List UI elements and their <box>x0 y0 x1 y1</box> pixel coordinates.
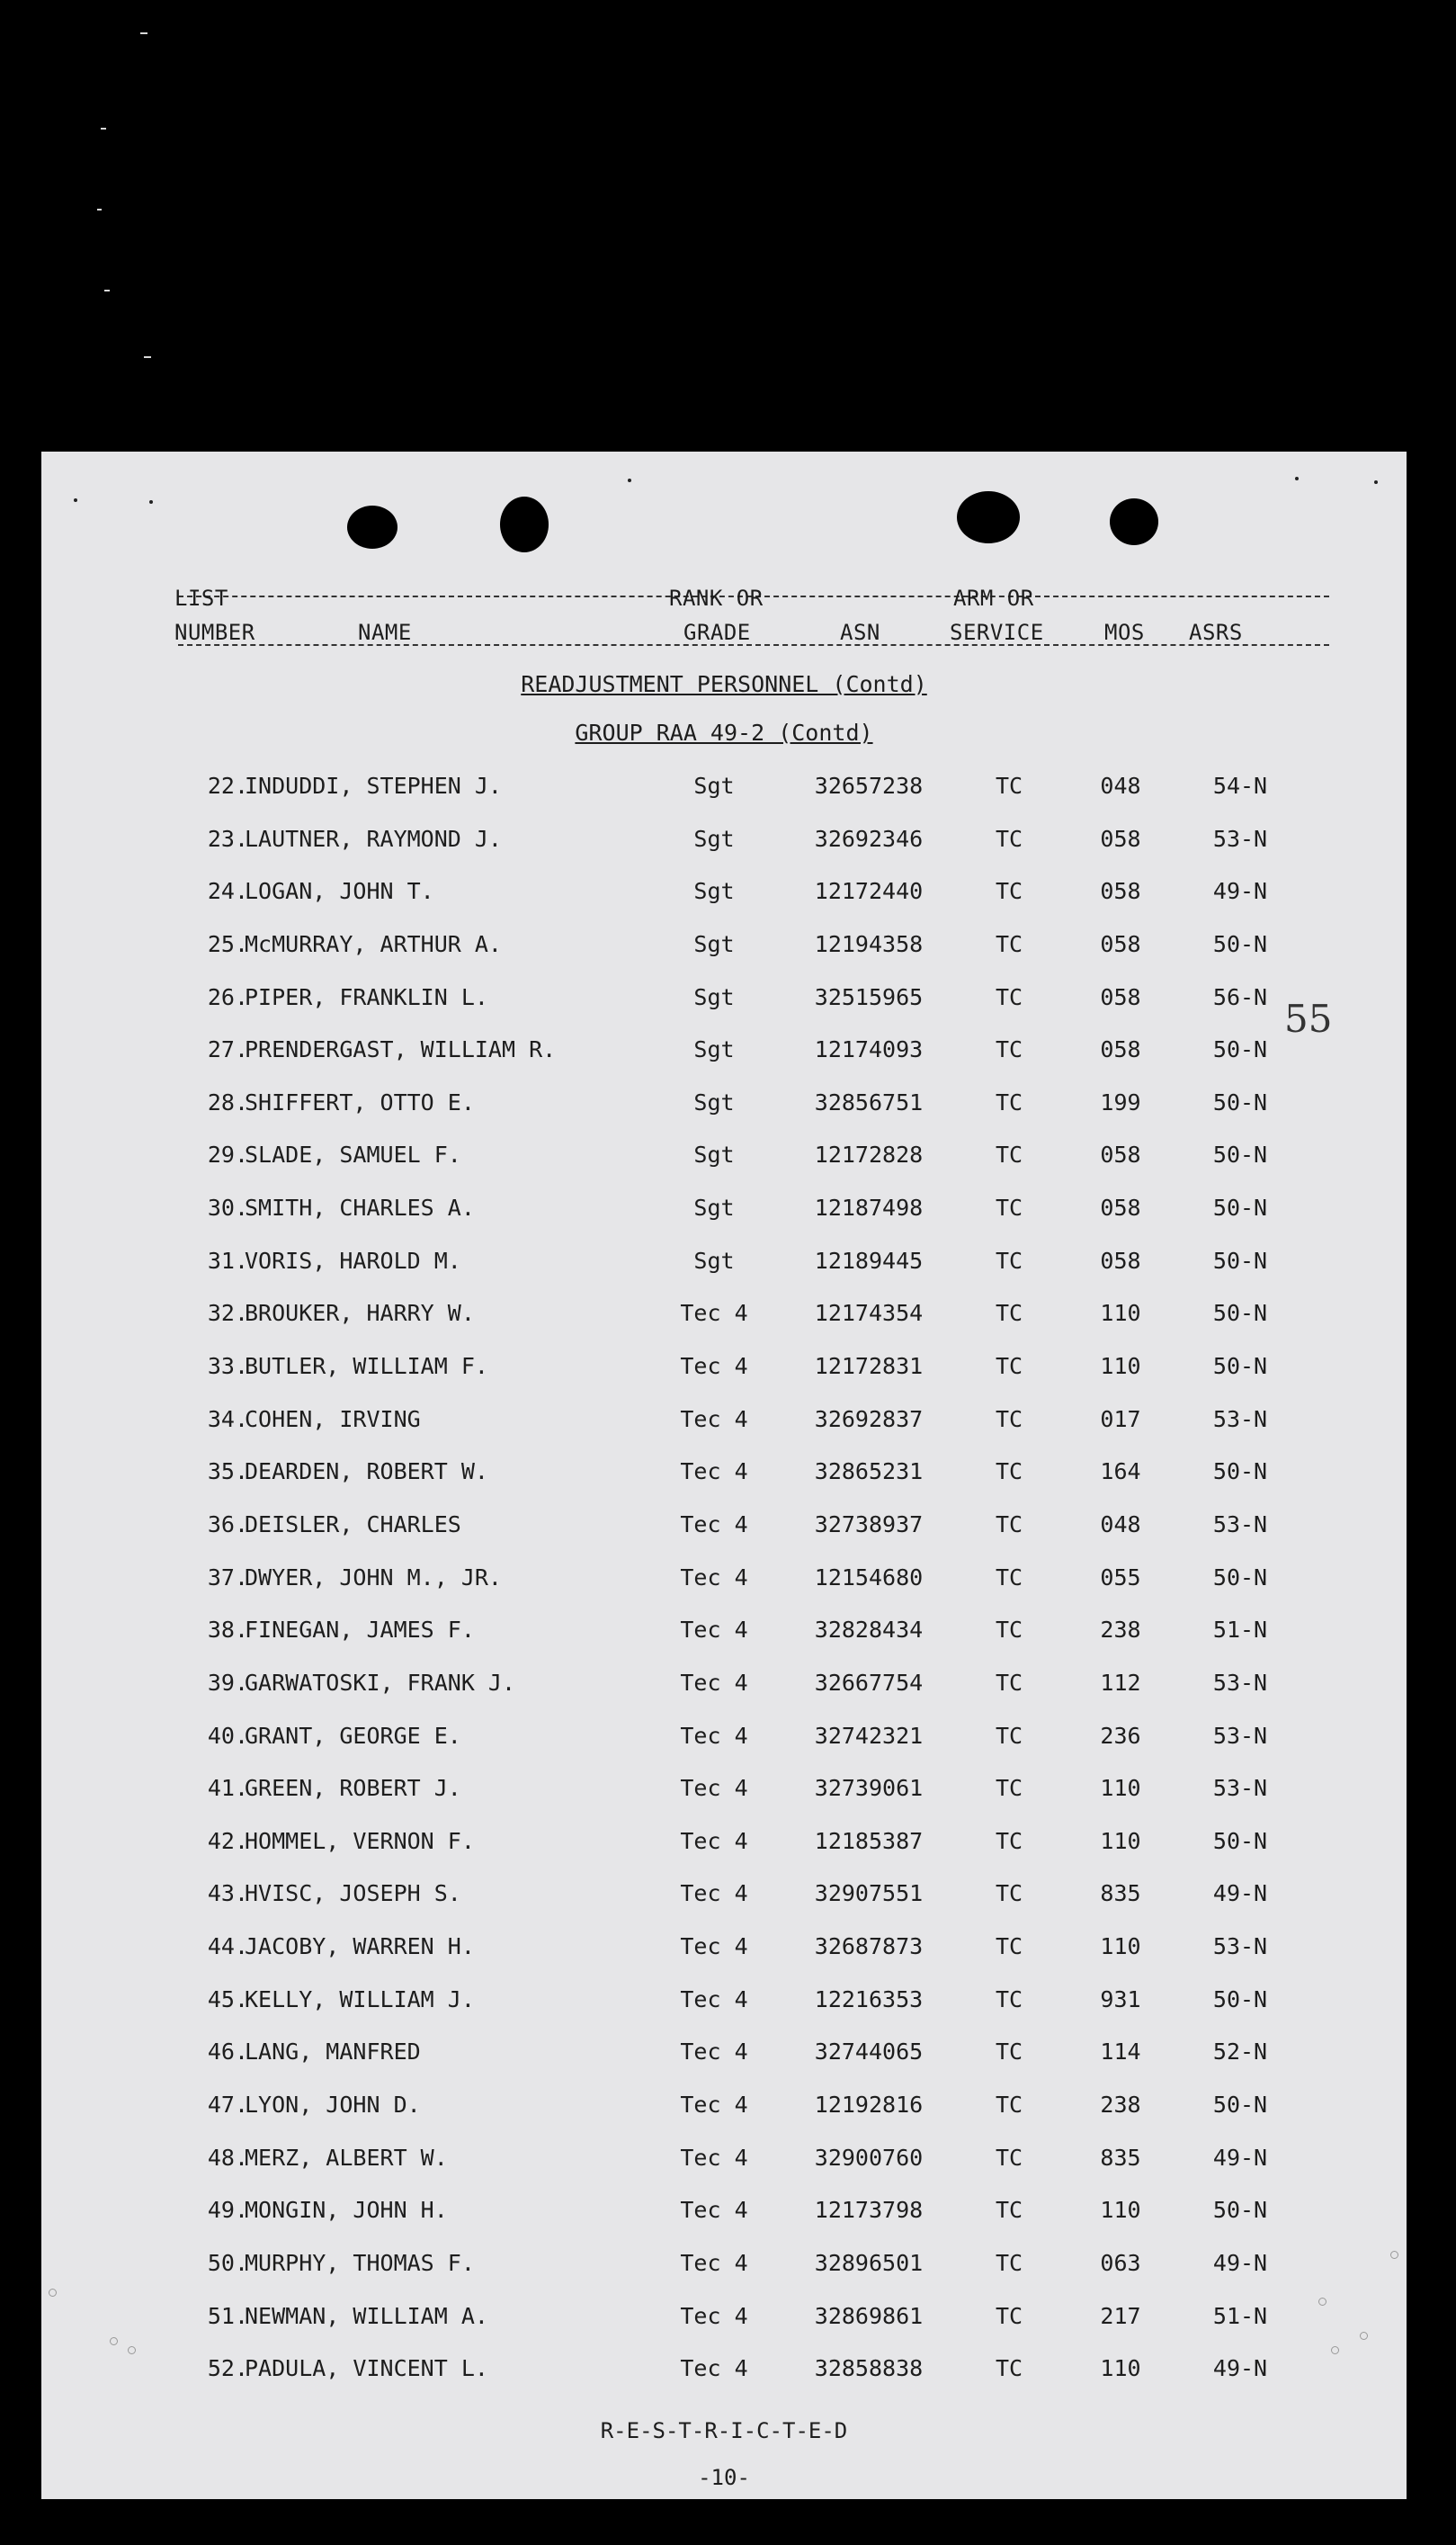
cell-rank: Tec 4 <box>680 2249 748 2276</box>
cell-rank: Tec 4 <box>680 1510 748 1537</box>
table-row <box>41 1300 1407 1353</box>
speck <box>1295 477 1299 480</box>
cell-list-number: 26. <box>207 983 248 1010</box>
cell-asrs: 50-N <box>1212 1827 1268 1854</box>
cell-mos: 110 <box>1100 1827 1141 1854</box>
cell-arm-service: TC <box>995 1405 1023 1432</box>
cell-name: LANG, MANFRED <box>245 2039 421 2066</box>
cell-asrs: 50-N <box>1212 1195 1268 1222</box>
cell-rank: Sgt <box>693 825 735 852</box>
cell-asrs: 49-N <box>1212 2249 1268 2276</box>
speck <box>49 2289 57 2297</box>
header-rank-bottom: GRADE <box>683 620 751 645</box>
cell-arm-service: TC <box>995 2144 1023 2171</box>
cell-rank: Sgt <box>693 1195 735 1222</box>
cell-name: McMURRAY, ARTHUR A. <box>245 930 502 957</box>
cell-mos: 112 <box>1100 1669 1141 1696</box>
punch-hole <box>500 497 549 552</box>
cell-mos: 058 <box>1100 1195 1141 1222</box>
cell-arm-service: TC <box>995 1827 1023 1854</box>
cell-asn: 12174354 <box>814 1300 924 1327</box>
cell-asrs: 53-N <box>1212 1669 1268 1696</box>
cell-asn: 32515965 <box>814 983 924 1010</box>
cell-mos: 017 <box>1100 1405 1141 1432</box>
cell-arm-service: TC <box>995 1142 1023 1169</box>
cell-list-number: 51. <box>207 2302 248 2329</box>
cell-name: BUTLER, WILLIAM F. <box>245 1353 488 1380</box>
cell-mos: 048 <box>1100 1510 1141 1537</box>
table-row <box>41 2039 1407 2092</box>
table-row <box>41 2145 1407 2198</box>
cell-name: LOGAN, JOHN T. <box>245 878 434 905</box>
group-title: GROUP RAA 49-2 (Contd) <box>575 720 873 746</box>
cell-name: GREEN, ROBERT J. <box>245 1775 461 1802</box>
table-row <box>41 773 1407 826</box>
cell-mos: 199 <box>1100 1089 1141 1116</box>
punch-hole <box>347 506 397 549</box>
cell-arm-service: TC <box>995 1775 1023 1802</box>
cell-arm-service: TC <box>995 1458 1023 1485</box>
cell-list-number: 35. <box>207 1458 248 1485</box>
table-row <box>41 1723 1407 1776</box>
cell-mos: 058 <box>1100 1142 1141 1169</box>
cell-arm-service: TC <box>995 773 1023 799</box>
cell-list-number: 39. <box>207 1669 248 1696</box>
cell-arm-service: TC <box>995 1564 1023 1591</box>
cell-list-number: 46. <box>207 2039 248 2066</box>
cell-list-number: 29. <box>207 1142 248 1169</box>
cell-mos: 110 <box>1100 1353 1141 1380</box>
cell-list-number: 30. <box>207 1195 248 1222</box>
cell-rank: Tec 4 <box>680 1617 748 1644</box>
cell-list-number: 43. <box>207 1880 248 1907</box>
table-row <box>41 984 1407 1037</box>
cell-asrs: 53-N <box>1212 1775 1268 1802</box>
cell-list-number: 25. <box>207 930 248 957</box>
cell-rank: Sgt <box>693 773 735 799</box>
cell-name: LAUTNER, RAYMOND J. <box>245 825 502 852</box>
cell-name: MERZ, ALBERT W. <box>245 2144 448 2171</box>
header-list-top: LIST <box>174 586 228 611</box>
table-row <box>41 1986 1407 2039</box>
cell-asrs: 52-N <box>1212 2039 1268 2066</box>
cell-asrs: 50-N <box>1212 1564 1268 1591</box>
cell-name: HVISC, JOSEPH S. <box>245 1880 461 1907</box>
header-list-bottom: NUMBER <box>174 620 255 645</box>
cell-list-number: 47. <box>207 2092 248 2119</box>
cell-rank: Tec 4 <box>680 1405 748 1432</box>
cell-rank: Tec 4 <box>680 1827 748 1854</box>
table-row <box>41 1248 1407 1301</box>
cell-asrs: 51-N <box>1212 1617 1268 1644</box>
cell-arm-service: TC <box>995 1722 1023 1749</box>
cell-list-number: 42. <box>207 1827 248 1854</box>
cell-mos: 058 <box>1100 1247 1141 1274</box>
cell-list-number: 22. <box>207 773 248 799</box>
cell-mos: 055 <box>1100 1564 1141 1591</box>
cell-asn: 12216353 <box>814 1985 924 2012</box>
table-row <box>41 2355 1407 2408</box>
speck <box>149 500 153 504</box>
cell-asn: 12189445 <box>814 1247 924 1274</box>
cell-asrs: 50-N <box>1212 1985 1268 2012</box>
cell-rank: Sgt <box>693 1247 735 1274</box>
speck <box>1374 480 1378 484</box>
cell-rank: Sgt <box>693 878 735 905</box>
cell-rank: Sgt <box>693 1142 735 1169</box>
cell-mos: 835 <box>1100 2144 1141 2171</box>
speck <box>1318 2298 1326 2306</box>
cell-list-number: 32. <box>207 1300 248 1327</box>
cell-list-number: 31. <box>207 1247 248 1274</box>
cell-name: PRENDERGAST, WILLIAM R. <box>245 1036 557 1063</box>
table-row <box>41 1828 1407 1881</box>
table-row <box>41 1564 1407 1618</box>
cell-asn: 32742321 <box>814 1722 924 1749</box>
cell-name: LYON, JOHN D. <box>245 2092 421 2119</box>
cell-asrs: 53-N <box>1212 825 1268 852</box>
cell-name: HOMMEL, VERNON F. <box>245 1827 475 1854</box>
cell-list-number: 24. <box>207 878 248 905</box>
cell-arm-service: TC <box>995 2249 1023 2276</box>
cell-mos: 835 <box>1100 1880 1141 1907</box>
cell-list-number: 23. <box>207 825 248 852</box>
film-speck <box>144 356 151 358</box>
cell-asrs: 49-N <box>1212 878 1268 905</box>
table-row <box>41 1458 1407 1511</box>
cell-mos: 058 <box>1100 878 1141 905</box>
cell-asrs: 50-N <box>1212 1089 1268 1116</box>
speck <box>628 479 631 482</box>
cell-name: NEWMAN, WILLIAM A. <box>245 2302 488 2329</box>
cell-asrs: 50-N <box>1212 2197 1268 2224</box>
cell-asn: 12172831 <box>814 1353 924 1380</box>
cell-asrs: 53-N <box>1212 1722 1268 1749</box>
header-rank-top: RANK OR <box>669 586 764 611</box>
cell-arm-service: TC <box>995 983 1023 1010</box>
cell-mos: 238 <box>1100 1617 1141 1644</box>
cell-list-number: 40. <box>207 1722 248 1749</box>
cell-asrs: 50-N <box>1212 1247 1268 1274</box>
table-row <box>41 1880 1407 1933</box>
cell-asn: 12172440 <box>814 878 924 905</box>
cell-list-number: 38. <box>207 1617 248 1644</box>
cell-rank: Tec 4 <box>680 2039 748 2066</box>
header-mos: MOS <box>1104 620 1145 645</box>
cell-name: DWYER, JOHN M., JR. <box>245 1564 502 1591</box>
cell-rank: Tec 4 <box>680 1880 748 1907</box>
film-speck <box>97 209 102 211</box>
cell-mos: 931 <box>1100 1985 1141 2012</box>
cell-rank: Tec 4 <box>680 1300 748 1327</box>
page-number: -10- <box>698 2465 750 2490</box>
table-row <box>41 1775 1407 1828</box>
cell-list-number: 44. <box>207 1933 248 1960</box>
table-row <box>41 1511 1407 1564</box>
cell-asrs: 49-N <box>1212 2355 1268 2382</box>
film-speck <box>140 32 147 34</box>
personnel-table <box>41 773 1407 2408</box>
cell-rank: Tec 4 <box>680 1933 748 1960</box>
header-dash-line-bottom <box>178 644 1329 646</box>
cell-list-number: 41. <box>207 1775 248 1802</box>
cell-mos: 110 <box>1100 1775 1141 1802</box>
cell-rank: Sgt <box>693 1089 735 1116</box>
cell-name: SHIFFERT, OTTO E. <box>245 1089 475 1116</box>
cell-name: GRANT, GEORGE E. <box>245 1722 461 1749</box>
cell-arm-service: TC <box>995 1880 1023 1907</box>
cell-arm-service: TC <box>995 1195 1023 1222</box>
speck <box>74 498 77 502</box>
cell-arm-service: TC <box>995 2039 1023 2066</box>
cell-name: JACOBY, WARREN H. <box>245 1933 475 1960</box>
cell-arm-service: TC <box>995 1300 1023 1327</box>
cell-asn: 32869861 <box>814 2302 924 2329</box>
cell-asn: 12194358 <box>814 930 924 957</box>
cell-rank: Tec 4 <box>680 1353 748 1380</box>
cell-list-number: 27. <box>207 1036 248 1063</box>
cell-name: KELLY, WILLIAM J. <box>245 1985 475 2012</box>
table-row <box>41 2092 1407 2145</box>
speck <box>1390 2251 1398 2259</box>
cell-asn: 32667754 <box>814 1669 924 1696</box>
restricted-label: R-E-S-T-R-I-C-T-E-D <box>600 2418 848 2443</box>
cell-asn: 32738937 <box>814 1510 924 1537</box>
cell-asrs: 50-N <box>1212 1142 1268 1169</box>
document-sheet <box>41 452 1407 2499</box>
cell-name: BROUKER, HARRY W. <box>245 1300 475 1327</box>
table-row <box>41 1089 1407 1143</box>
cell-mos: 236 <box>1100 1722 1141 1749</box>
table-row <box>41 1406 1407 1459</box>
cell-arm-service: TC <box>995 1089 1023 1116</box>
cell-name: MONGIN, JOHN H. <box>245 2197 448 2224</box>
cell-rank: Tec 4 <box>680 2302 748 2329</box>
cell-mos: 048 <box>1100 773 1141 799</box>
cell-name: VORIS, HAROLD M. <box>245 1247 461 1274</box>
cell-asn: 12192816 <box>814 2092 924 2119</box>
cell-asn: 32900760 <box>814 2144 924 2171</box>
table-row <box>41 1142 1407 1195</box>
cell-asn: 12154680 <box>814 1564 924 1591</box>
cell-list-number: 50. <box>207 2249 248 2276</box>
cell-arm-service: TC <box>995 2302 1023 2329</box>
page-stamp-number: 55 <box>1284 997 1333 1041</box>
cell-rank: Tec 4 <box>680 1458 748 1485</box>
table-row <box>41 1195 1407 1248</box>
cell-arm-service: TC <box>995 1985 1023 2012</box>
cell-rank: Tec 4 <box>680 1564 748 1591</box>
cell-asrs: 49-N <box>1212 2144 1268 2171</box>
cell-asn: 12174093 <box>814 1036 924 1063</box>
cell-rank: Tec 4 <box>680 1722 748 1749</box>
cell-arm-service: TC <box>995 1247 1023 1274</box>
cell-arm-service: TC <box>995 2092 1023 2119</box>
cell-asn: 32739061 <box>814 1775 924 1802</box>
cell-asn: 32828434 <box>814 1617 924 1644</box>
cell-name: DEARDEN, ROBERT W. <box>245 1458 488 1485</box>
cell-mos: 058 <box>1100 825 1141 852</box>
cell-name: MURPHY, THOMAS F. <box>245 2249 475 2276</box>
cell-asn: 32692837 <box>814 1405 924 1432</box>
speck <box>128 2346 136 2354</box>
cell-mos: 110 <box>1100 2197 1141 2224</box>
cell-asn: 32687873 <box>814 1933 924 1960</box>
speck <box>1331 2346 1339 2354</box>
cell-arm-service: TC <box>995 825 1023 852</box>
cell-arm-service: TC <box>995 1669 1023 1696</box>
cell-mos: 058 <box>1100 930 1141 957</box>
cell-arm-service: TC <box>995 1036 1023 1063</box>
cell-asrs: 53-N <box>1212 1510 1268 1537</box>
cell-asrs: 50-N <box>1212 1300 1268 1327</box>
cell-list-number: 33. <box>207 1353 248 1380</box>
film-speck <box>104 290 110 291</box>
header-asrs: ASRS <box>1189 620 1243 645</box>
cell-name: PADULA, VINCENT L. <box>245 2355 488 2382</box>
cell-asn: 32865231 <box>814 1458 924 1485</box>
cell-list-number: 34. <box>207 1405 248 1432</box>
table-row <box>41 1617 1407 1670</box>
cell-name: FINEGAN, JAMES F. <box>245 1617 475 1644</box>
cell-asrs: 50-N <box>1212 1036 1268 1063</box>
cell-asrs: 49-N <box>1212 1880 1268 1907</box>
cell-rank: Tec 4 <box>680 1669 748 1696</box>
cell-asn: 32858838 <box>814 2355 924 2382</box>
section-title: READJUSTMENT PERSONNEL (Contd) <box>521 671 927 697</box>
cell-asrs: 51-N <box>1212 2302 1268 2329</box>
cell-name: SMITH, CHARLES A. <box>245 1195 475 1222</box>
cell-mos: 164 <box>1100 1458 1141 1485</box>
cell-asn: 32692346 <box>814 825 924 852</box>
punch-hole <box>1110 498 1158 545</box>
cell-rank: Tec 4 <box>680 2092 748 2119</box>
cell-asn: 32744065 <box>814 2039 924 2066</box>
cell-asn: 32856751 <box>814 1089 924 1116</box>
cell-arm-service: TC <box>995 2355 1023 2382</box>
cell-arm-service: TC <box>995 1617 1023 1644</box>
cell-arm-service: TC <box>995 930 1023 957</box>
cell-mos: 058 <box>1100 1036 1141 1063</box>
table-row <box>41 1933 1407 1986</box>
table-row <box>41 2197 1407 2250</box>
header-arm-bottom: SERVICE <box>950 620 1044 645</box>
cell-list-number: 45. <box>207 1985 248 2012</box>
cell-asn: 12187498 <box>814 1195 924 1222</box>
cell-name: SLADE, SAMUEL F. <box>245 1142 461 1169</box>
cell-mos: 110 <box>1100 1300 1141 1327</box>
cell-rank: Tec 4 <box>680 2144 748 2171</box>
cell-rank: Tec 4 <box>680 1985 748 2012</box>
cell-asn: 32896501 <box>814 2249 924 2276</box>
header-arm-top: ARM OR <box>953 586 1034 611</box>
cell-asn: 12172828 <box>814 1142 924 1169</box>
cell-rank: Sgt <box>693 983 735 1010</box>
cell-list-number: 52. <box>207 2355 248 2382</box>
table-row <box>41 878 1407 931</box>
cell-asrs: 54-N <box>1212 773 1268 799</box>
cell-asn: 32907551 <box>814 1880 924 1907</box>
cell-rank: Tec 4 <box>680 2355 748 2382</box>
table-row <box>41 1353 1407 1406</box>
cell-name: DEISLER, CHARLES <box>245 1510 461 1537</box>
cell-asrs: 50-N <box>1212 1353 1268 1380</box>
cell-mos: 110 <box>1100 1933 1141 1960</box>
cell-list-number: 36. <box>207 1510 248 1537</box>
table-row <box>41 1036 1407 1089</box>
cell-arm-service: TC <box>995 1353 1023 1380</box>
cell-asrs: 50-N <box>1212 1458 1268 1485</box>
cell-asrs: 50-N <box>1212 930 1268 957</box>
header-asn: ASN <box>840 620 880 645</box>
cell-rank: Tec 4 <box>680 1775 748 1802</box>
film-speck <box>101 128 106 130</box>
cell-asrs: 50-N <box>1212 2092 1268 2119</box>
punch-hole <box>957 491 1020 543</box>
cell-list-number: 28. <box>207 1089 248 1116</box>
table-row <box>41 2250 1407 2303</box>
cell-mos: 063 <box>1100 2249 1141 2276</box>
cell-mos: 114 <box>1100 2039 1141 2066</box>
cell-list-number: 37. <box>207 1564 248 1591</box>
cell-rank: Sgt <box>693 1036 735 1063</box>
cell-arm-service: TC <box>995 878 1023 905</box>
table-row <box>41 2303 1407 2356</box>
cell-name: INDUDDI, STEPHEN J. <box>245 773 502 799</box>
cell-mos: 058 <box>1100 983 1141 1010</box>
table-row <box>41 1670 1407 1723</box>
cell-asn: 12173798 <box>814 2197 924 2224</box>
cell-asrs: 53-N <box>1212 1405 1268 1432</box>
cell-mos: 217 <box>1100 2302 1141 2329</box>
cell-name: COHEN, IRVING <box>245 1405 421 1432</box>
speck <box>1360 2332 1368 2340</box>
table-row <box>41 826 1407 879</box>
cell-arm-service: TC <box>995 2197 1023 2224</box>
cell-arm-service: TC <box>995 1510 1023 1537</box>
cell-mos: 110 <box>1100 2355 1141 2382</box>
cell-list-number: 48. <box>207 2144 248 2171</box>
cell-asn: 12185387 <box>814 1827 924 1854</box>
header-name: NAME <box>358 620 412 645</box>
cell-asrs: 56-N <box>1212 983 1268 1010</box>
cell-list-number: 49. <box>207 2197 248 2224</box>
cell-rank: Sgt <box>693 930 735 957</box>
cell-name: GARWATOSKI, FRANK J. <box>245 1669 516 1696</box>
speck <box>110 2337 118 2345</box>
cell-mos: 238 <box>1100 2092 1141 2119</box>
cell-asn: 32657238 <box>814 773 924 799</box>
cell-asrs: 53-N <box>1212 1933 1268 1960</box>
cell-name: PIPER, FRANKLIN L. <box>245 983 488 1010</box>
table-row <box>41 931 1407 984</box>
cell-rank: Tec 4 <box>680 2197 748 2224</box>
cell-arm-service: TC <box>995 1933 1023 1960</box>
